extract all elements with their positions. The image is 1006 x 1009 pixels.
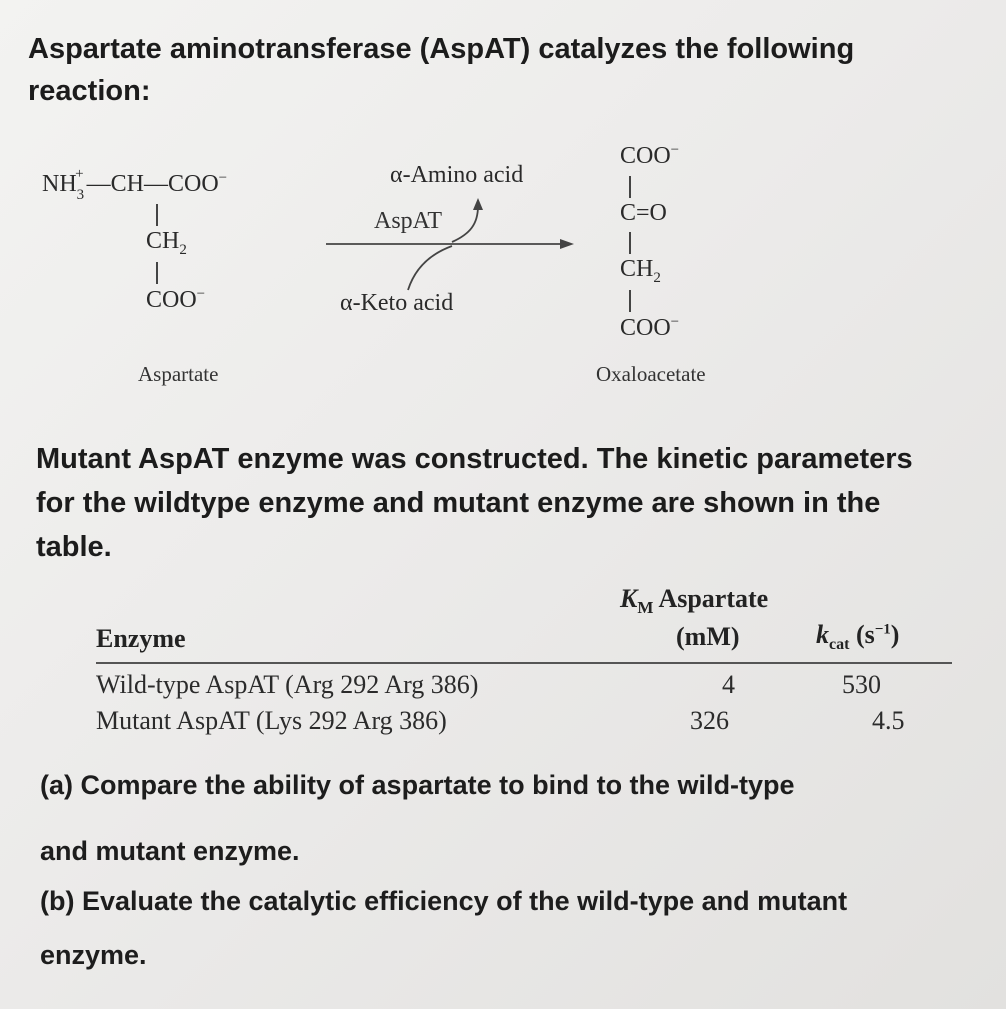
arrow-top-label: α-Amino acid (390, 162, 524, 188)
row-2-km: 326 (690, 706, 729, 735)
reactant-bond-1 (156, 204, 158, 226)
reactant-bond-2 (156, 262, 158, 284)
row-1-kcat: 530 (842, 670, 881, 699)
product-bond-2 (629, 232, 631, 254)
product-name: Oxaloacetate (596, 362, 706, 386)
mutant-line-1: Mutant AspAT enzyme was constructed. The kinetic parameters (36, 443, 913, 475)
mutant-line-3: table. (36, 531, 112, 563)
header-km: $K_M$ Aspartate (620, 584, 769, 618)
row-1-enzyme: Wild-type AspAT (Arg 292 Arg 386) (96, 670, 479, 699)
question-b-line-1: (b) Evaluate the catalytic efficiency of the wild-type and mutant (40, 886, 848, 916)
product-ch2: $CH_2$ (620, 256, 661, 286)
header-enzyme: Enzyme (96, 624, 186, 653)
header-km-unit: (mM) (676, 622, 740, 651)
table-header-rule (96, 662, 952, 664)
question-a-line-1: (a) Compare the ability of aspartate to bind to the wild-type (40, 770, 795, 800)
reactant-name: Aspartate (138, 362, 219, 386)
reactant-top-line: $NH_3^+$ —CH—COO− (42, 166, 228, 203)
row-1-km: 4 (722, 670, 735, 699)
mutant-line-2: for the wildtype enzyme and mutant enzyme are shown in the (36, 487, 881, 519)
product-co: C=O (620, 200, 667, 226)
intro-line-2: reaction: (28, 75, 151, 107)
arrow-bottom-label: α-Keto acid (340, 290, 454, 316)
intro-line-1: Aspartate aminotransferase (AspAT) catalyzes the following (28, 33, 855, 65)
question-b-line-2: enzyme. (40, 940, 147, 970)
header-kcat: $k_{cat}$ $(s^{-1})$ (816, 620, 900, 654)
product-coo-bottom: COO− (620, 314, 680, 341)
question-a-line-2: and mutant enzyme. (40, 836, 300, 866)
reactant-coo: COO− (146, 286, 206, 313)
row-2-kcat: 4.5 (872, 706, 905, 735)
reaction-arrow-icon (320, 190, 580, 300)
row-2-enzyme: Mutant AspAT (Lys 292 Arg 386) (96, 706, 447, 735)
reactant-ch2: $CH_2$ (146, 228, 187, 258)
arrow-enzyme-label: AspAT (374, 208, 443, 234)
product-bond-3 (629, 290, 631, 312)
product-coo-top: COO− (620, 142, 680, 169)
product-bond-1 (629, 176, 631, 198)
